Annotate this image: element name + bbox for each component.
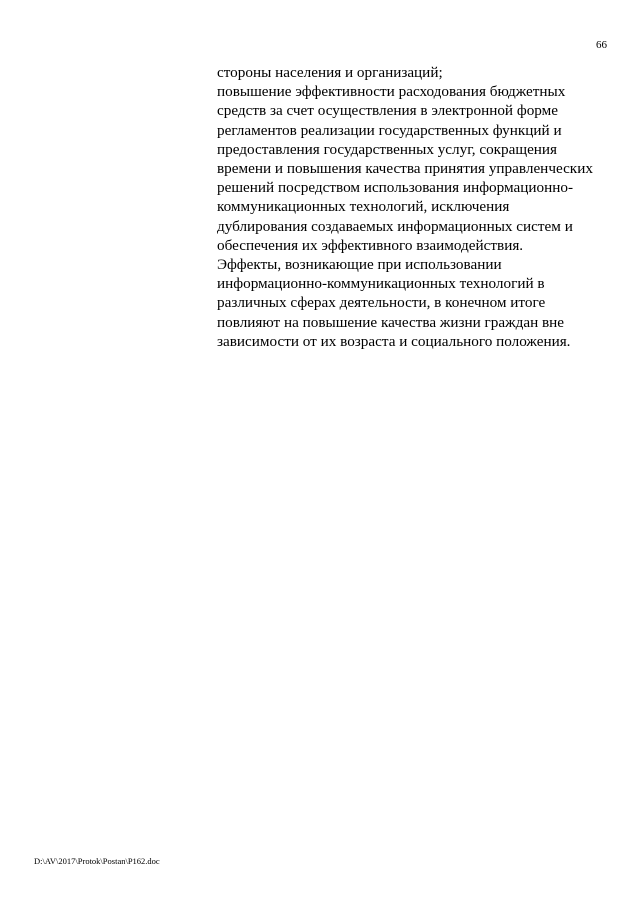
text-line: дублирования создаваемых информационных систем и [217,217,573,235]
footer-file-path: D:\AV\2017\Protok\Postan\P162.doc [34,856,160,866]
text-line: различных сферах деятельности, в конечном итоге [217,294,546,312]
text-line: предоставления государственных услуг, сокращения [217,140,558,158]
text-line: средств за счет осуществления в электронной форме [217,102,559,120]
document-body-text [217,63,617,351]
text-line: информационно-коммуникационных технологий в [217,275,545,293]
text-line: времени и повышения качества принятия управленческих [217,160,593,178]
text-line: зависимости от их возраста и социального положения. [217,332,571,350]
text-line: регламентов реализации государственных функций и [217,121,562,139]
text-line: обеспечения их эффективного взаимодействия. [217,236,524,254]
text-line: стороны населения и организаций; [217,64,443,81]
text-line: решений посредством использования информационно- [217,179,574,197]
text-line: повышение эффективности расходования бюджетных [217,83,566,101]
text-line: Эффекты, возникающие при использовании [217,256,502,274]
text-line: повлияют на повышение качества жизни граждан вне [217,313,565,331]
page-number: 66 [596,39,607,51]
text-line: коммуникационных технологий, исключения [217,198,510,216]
